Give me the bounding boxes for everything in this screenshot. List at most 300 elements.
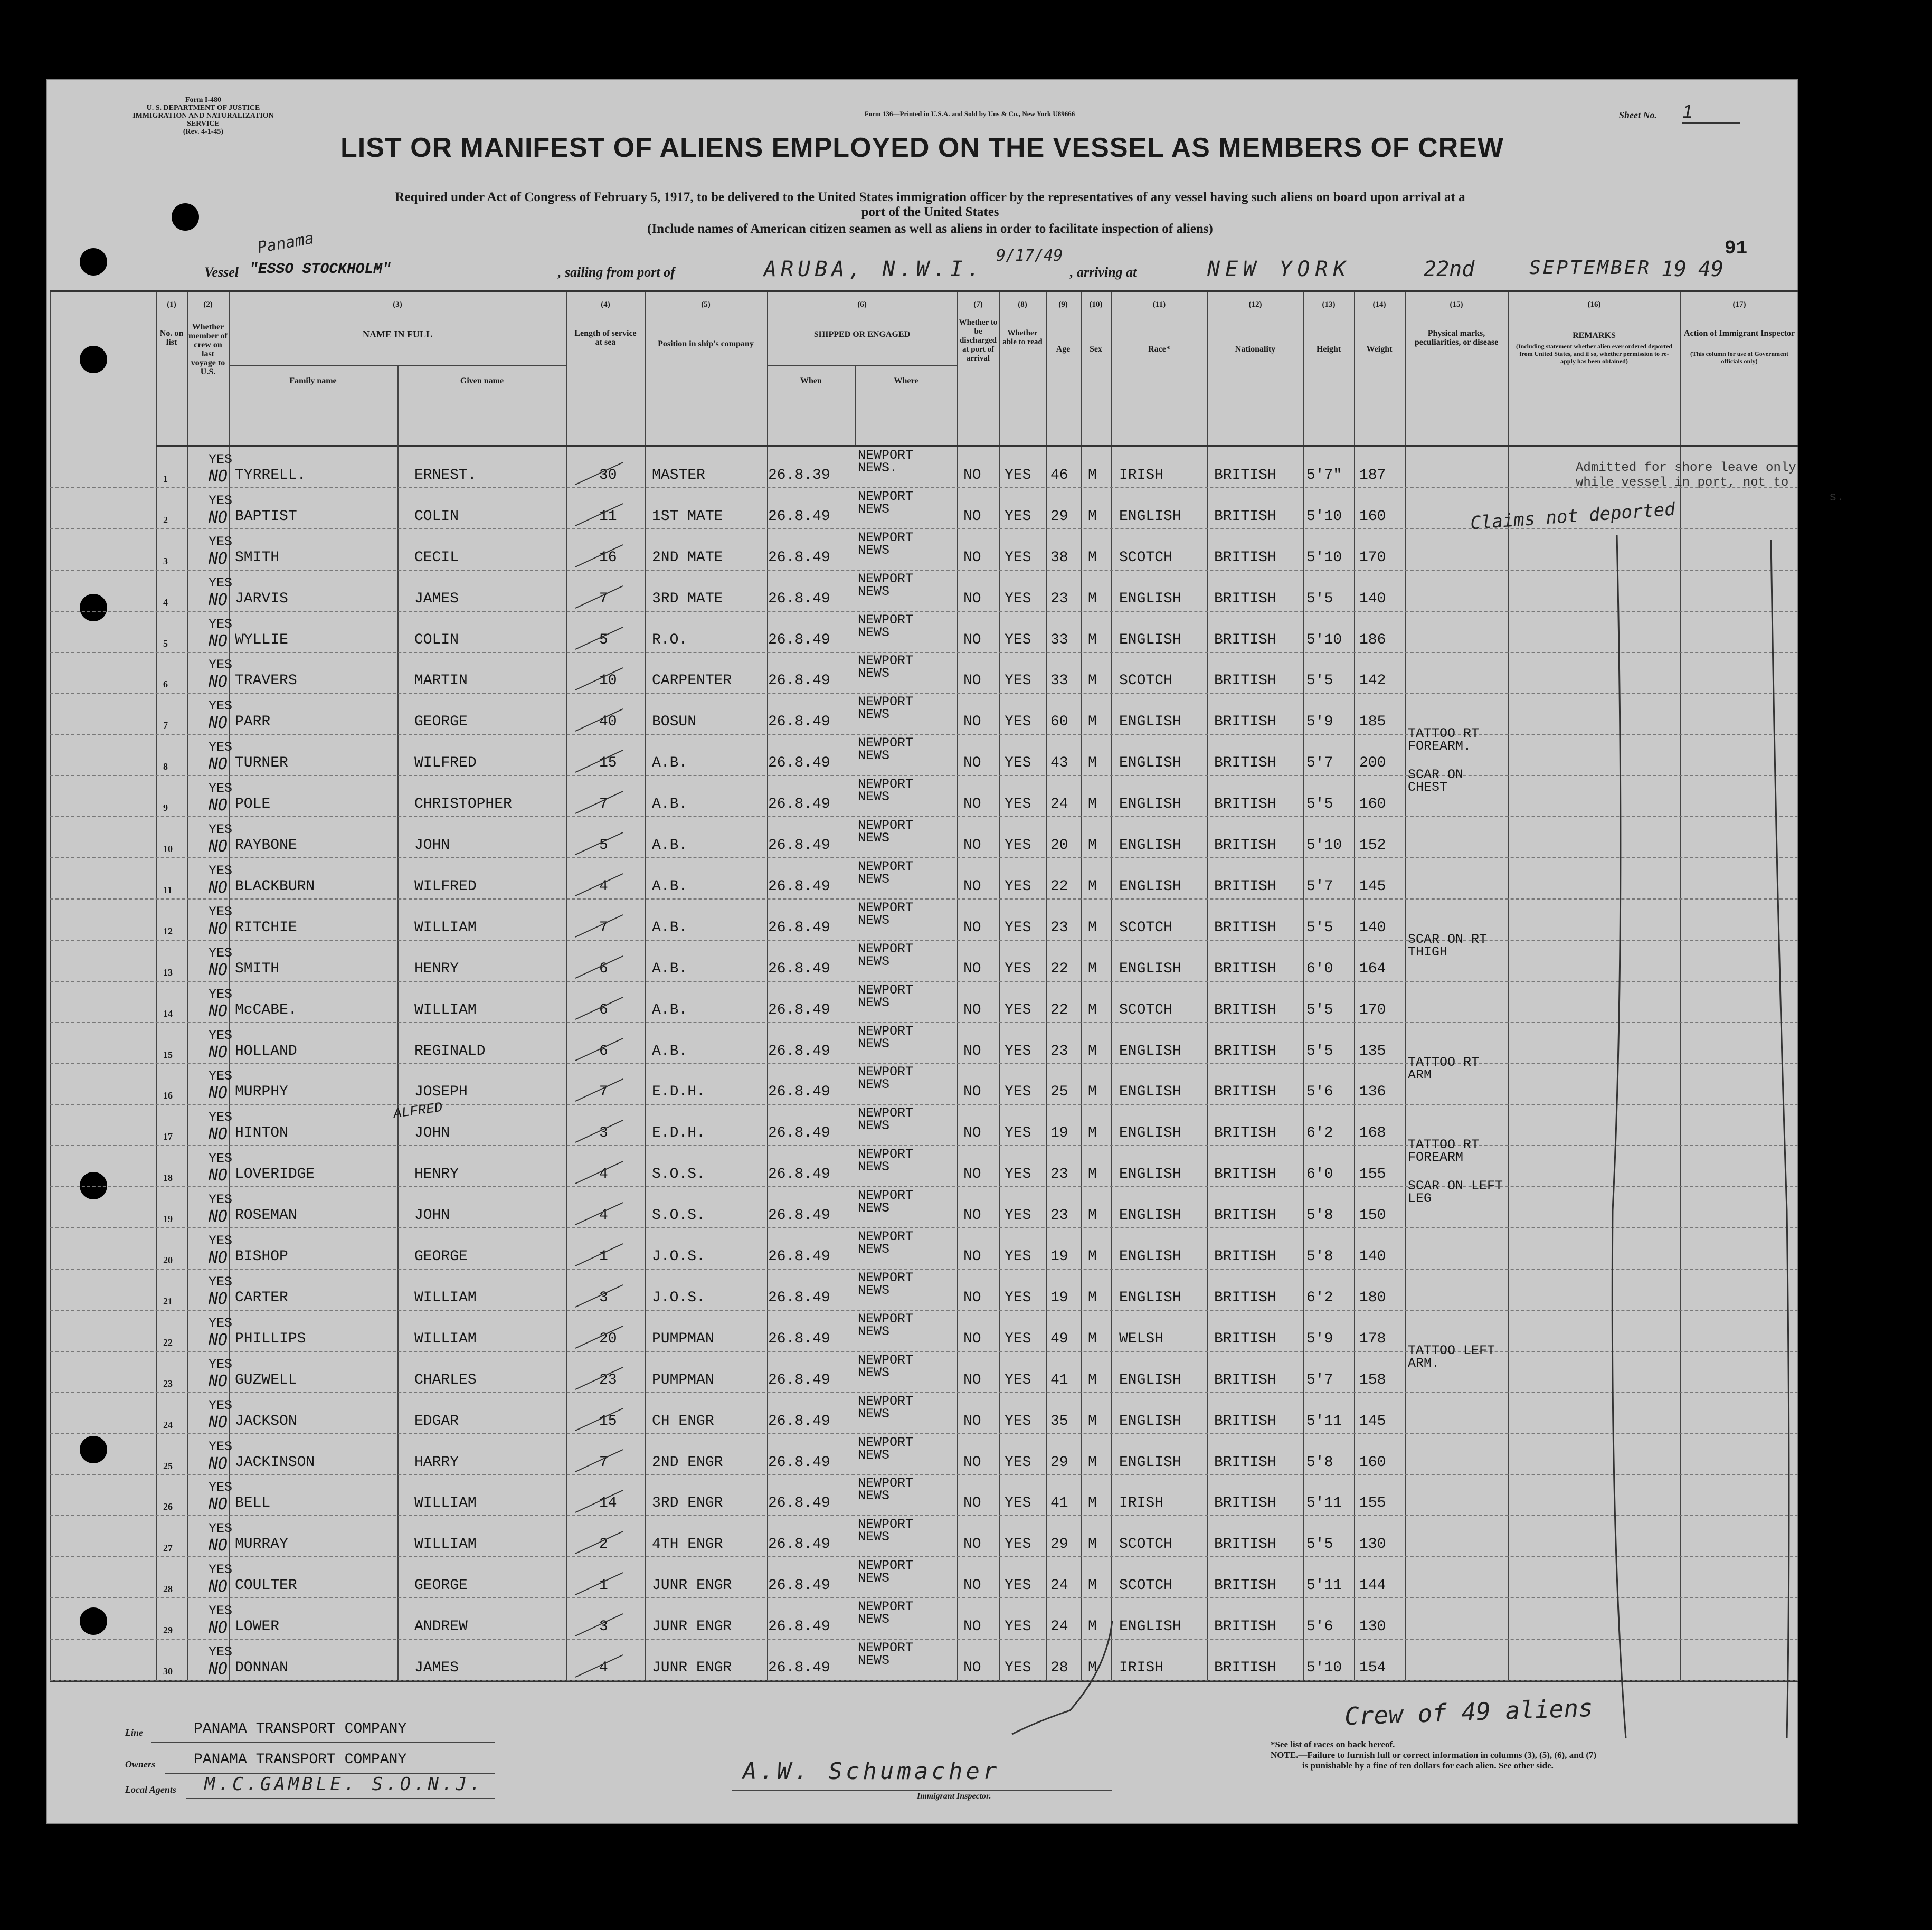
able-to-read: YES — [1005, 1001, 1031, 1018]
given-name: WILFRED — [414, 878, 477, 895]
height: 5'11 — [1306, 1577, 1342, 1594]
height: 5'6 — [1306, 1619, 1333, 1635]
shipped-when: 26.8.49 — [768, 878, 830, 895]
tick-mark — [573, 1527, 626, 1559]
nationality: BRITISH — [1214, 1619, 1276, 1635]
shipped-when: 26.8.49 — [768, 590, 830, 607]
service-years: 4 — [599, 878, 608, 895]
weight: 142 — [1359, 673, 1386, 689]
last-voyage-no: NO — [209, 1248, 228, 1267]
row-number: 2 — [163, 514, 168, 525]
last-voyage-yes: YES — [209, 1562, 233, 1578]
race: ENGLISH — [1119, 878, 1181, 895]
family-name: LOVERIDGE — [235, 1166, 315, 1183]
position: PUMPMAN — [652, 1371, 714, 1388]
col-num: (2) — [203, 300, 213, 309]
form-number: Form I-480 — [185, 96, 222, 104]
race: ENGLISH — [1119, 1043, 1181, 1059]
last-voyage-no: NO — [209, 837, 228, 856]
able-to-read: YES — [1005, 1660, 1031, 1676]
nationality: BRITISH — [1214, 673, 1276, 689]
last-voyage-no: NO — [209, 1166, 228, 1185]
weight: 150 — [1359, 1207, 1386, 1224]
sex: M — [1088, 1330, 1097, 1347]
family-name: GUZWELL — [235, 1371, 297, 1388]
shipped-where: NEWPORT NEWS — [858, 1229, 914, 1257]
discharged: NO — [963, 1207, 981, 1224]
position: 1ST MATE — [652, 508, 723, 525]
race: ENGLISH — [1119, 1619, 1181, 1635]
penalty-note: NOTE.—Failure to furnish full or correct information in columns (3), (5), (6), and (7) — [1271, 1750, 1597, 1760]
intro-note: (Include names of American citizen seamen as well as aliens in order to facilitate inspection of aliens) — [647, 222, 1213, 236]
stamp-line: s. — [1829, 490, 1844, 505]
last-voyage-yes: YES — [209, 1480, 233, 1496]
age: 29 — [1050, 508, 1068, 525]
row-number: 27 — [163, 1543, 173, 1554]
crew-count-note: Crew of 49 aliens — [1344, 1693, 1594, 1731]
nationality: BRITISH — [1214, 1371, 1276, 1388]
shipped-when: 26.8.49 — [768, 1577, 830, 1594]
tick-mark — [573, 1363, 626, 1395]
discharged: NO — [963, 631, 981, 648]
tick-mark — [573, 705, 626, 736]
position: A.B. — [652, 919, 688, 936]
tick-mark — [573, 1281, 626, 1312]
col-header-family: Family name — [289, 376, 337, 385]
column-rule — [187, 292, 188, 1680]
last-voyage-no: NO — [209, 508, 228, 527]
shipped-when: 26.8.49 — [768, 1619, 830, 1635]
row-number: 23 — [163, 1378, 173, 1389]
height: 5'10 — [1306, 631, 1342, 648]
line-rule — [151, 1742, 495, 1743]
column-rule — [767, 292, 768, 1680]
race: SCOTCH — [1119, 673, 1172, 689]
row-number: 25 — [163, 1460, 173, 1471]
column-rule — [1354, 292, 1355, 1680]
physical-marks: SCAR ON RT THIGH — [1408, 931, 1488, 960]
age: 24 — [1050, 1619, 1068, 1635]
able-to-read: YES — [1005, 1619, 1031, 1635]
sex: M — [1088, 1084, 1097, 1101]
discharged: NO — [963, 1454, 981, 1471]
punch-hole — [80, 248, 107, 276]
row-number: 12 — [163, 925, 173, 936]
row-number: 29 — [163, 1625, 173, 1636]
discharged: NO — [963, 960, 981, 977]
position: MASTER — [652, 467, 705, 484]
height: 5'5 — [1306, 919, 1333, 936]
race: SCOTCH — [1119, 1001, 1172, 1018]
service-years: 40 — [599, 714, 617, 731]
col-header-race: Race* — [1148, 345, 1170, 354]
row-number: 5 — [163, 638, 168, 649]
col-num: (10) — [1089, 300, 1103, 309]
last-voyage-no: NO — [209, 631, 228, 650]
line-label: Line — [125, 1727, 143, 1738]
vessel-name: "ESSO STOCKHOLM" — [249, 261, 391, 278]
tick-mark — [573, 458, 626, 490]
able-to-read: YES — [1005, 673, 1031, 689]
family-name: SMITH — [235, 549, 280, 566]
height: 6'2 — [1306, 1125, 1333, 1142]
age: 60 — [1050, 714, 1068, 731]
able-to-read: YES — [1005, 1125, 1031, 1142]
race: SCOTCH — [1119, 919, 1172, 936]
given-name: JAMES — [414, 590, 459, 607]
tick-mark — [573, 1445, 626, 1477]
given-name: WILLIAM — [414, 1536, 477, 1553]
col-header-nationality: Nationality — [1235, 345, 1276, 354]
sex: M — [1088, 1454, 1097, 1471]
tick-mark — [573, 1651, 626, 1682]
col-header-age: Age — [1056, 345, 1071, 354]
height: 6'0 — [1306, 1166, 1333, 1183]
sex: M — [1088, 796, 1097, 813]
shipped-when: 26.8.49 — [768, 508, 830, 525]
row-number: 30 — [163, 1666, 173, 1677]
sex: M — [1088, 590, 1097, 607]
race: ENGLISH — [1119, 1289, 1181, 1306]
sex: M — [1088, 508, 1097, 525]
column-rule — [1303, 292, 1304, 1680]
nationality: BRITISH — [1214, 1084, 1276, 1101]
nationality: BRITISH — [1214, 837, 1276, 854]
nationality: BRITISH — [1214, 508, 1276, 525]
age: 38 — [1050, 549, 1068, 566]
sex: M — [1088, 1536, 1097, 1553]
agents-label: Local Agents — [125, 1784, 176, 1795]
age: 23 — [1050, 919, 1068, 936]
race: ENGLISH — [1119, 1166, 1181, 1183]
last-voyage-no: NO — [209, 1330, 228, 1349]
column-rule — [999, 292, 1000, 1680]
family-name: MURRAY — [235, 1536, 288, 1553]
race: ENGLISH — [1119, 590, 1181, 607]
position: A.B. — [652, 796, 688, 813]
able-to-read: YES — [1005, 1043, 1031, 1059]
last-voyage-no: NO — [209, 755, 228, 774]
service-years: 7 — [599, 1454, 608, 1471]
discharged: NO — [963, 919, 981, 936]
position: 2ND MATE — [652, 549, 723, 566]
sex: M — [1088, 1660, 1097, 1676]
given-name: HENRY — [414, 960, 459, 977]
column-rule — [645, 292, 646, 1680]
sex: M — [1088, 1125, 1097, 1142]
page-number: 91 — [1725, 238, 1748, 259]
arrival-day: 22nd — [1424, 257, 1475, 281]
race: ENGLISH — [1119, 837, 1181, 854]
family-name: BELL — [235, 1495, 271, 1512]
discharged: NO — [963, 1248, 981, 1265]
row-number: 20 — [163, 1255, 173, 1265]
race: WELSH — [1119, 1330, 1164, 1347]
tick-mark — [573, 623, 626, 655]
col-num: (11) — [1152, 300, 1166, 309]
agents-rule — [186, 1798, 495, 1799]
height: 5'5 — [1306, 590, 1333, 607]
shipped-when: 26.8.49 — [768, 960, 830, 977]
shipped-when: 26.8.49 — [768, 755, 830, 772]
sex: M — [1088, 1001, 1097, 1018]
position: 4TH ENGR — [652, 1536, 723, 1553]
given-name: JOHN — [414, 1125, 450, 1142]
physical-marks: TATTOO RT FOREARM. — [1408, 726, 1480, 754]
able-to-read: YES — [1005, 549, 1031, 566]
tick-mark — [573, 499, 626, 531]
row-number: 1 — [163, 473, 168, 484]
row-number: 11 — [163, 884, 173, 895]
service-years: 3 — [599, 1619, 608, 1635]
age: 24 — [1050, 1577, 1068, 1594]
family-name: McCABE. — [235, 1001, 297, 1018]
inspector-signature: A.W. Schumacher — [743, 1758, 1000, 1785]
arrival-port: NEW YORK — [1207, 257, 1351, 281]
height: 5'5 — [1306, 1001, 1333, 1018]
able-to-read: YES — [1005, 1495, 1031, 1512]
height: 5'6 — [1306, 1084, 1333, 1101]
last-voyage-no: NO — [209, 714, 228, 733]
nationality: BRITISH — [1214, 1166, 1276, 1183]
discharged: NO — [963, 1125, 981, 1142]
last-voyage-no: NO — [209, 1454, 228, 1473]
service-years: 15 — [599, 1413, 617, 1430]
row-number: 26 — [163, 1501, 173, 1512]
col-num: (8) — [1018, 300, 1027, 309]
last-voyage-yes: YES — [209, 781, 233, 797]
age: 41 — [1050, 1371, 1068, 1388]
column-rule — [1405, 292, 1406, 1680]
position: S.O.S. — [652, 1166, 705, 1183]
height: 5'10 — [1306, 508, 1342, 525]
nationality: BRITISH — [1214, 919, 1276, 936]
shipped-when: 26.8.49 — [768, 673, 830, 689]
height: 5'5 — [1306, 796, 1333, 813]
physical-marks: TATTOO RT ARM — [1408, 1055, 1480, 1083]
nationality: BRITISH — [1214, 1001, 1276, 1018]
discharged: NO — [963, 796, 981, 813]
race: ENGLISH — [1119, 796, 1181, 813]
shipped-when: 26.8.49 — [768, 1413, 830, 1430]
discharged: NO — [963, 1577, 981, 1594]
col-num: (13) — [1322, 300, 1336, 309]
stamp-line: Admitted for shore leave only — [1576, 461, 1796, 475]
row-number: 24 — [163, 1419, 173, 1430]
weight: 178 — [1359, 1330, 1386, 1347]
intro-text: Required under Act of Congress of February 5, 1917, to be delivered to the United States immigration officer by the representatives of any vessel having such aliens on board upon arrival at a — [395, 190, 1465, 204]
last-voyage-no: NO — [209, 467, 228, 486]
last-voyage-no: NO — [209, 1660, 228, 1678]
printer-note: Form 136—Printed in U.S.A. and Sold by Uns & Co., New York U89666 — [864, 110, 1075, 118]
row-number: 8 — [163, 761, 168, 772]
last-voyage-yes: YES — [209, 451, 233, 467]
age: 23 — [1050, 1043, 1068, 1059]
age: 33 — [1050, 631, 1068, 648]
footer — [46, 1679, 1798, 1821]
discharged: NO — [963, 673, 981, 689]
last-voyage-yes: YES — [209, 698, 233, 714]
service-years: 7 — [599, 919, 608, 936]
service-years: 6 — [599, 1043, 608, 1059]
last-voyage-no: NO — [209, 1577, 228, 1596]
position: E.D.H. — [652, 1084, 705, 1101]
height: 5'9 — [1306, 1330, 1333, 1347]
height: 5'9 — [1306, 714, 1333, 731]
last-voyage-no: NO — [209, 1413, 228, 1432]
weight: 140 — [1359, 1248, 1386, 1265]
row-number: 14 — [163, 1008, 173, 1019]
family-name: MURPHY — [235, 1084, 288, 1101]
ditto-marks — [1475, 524, 1792, 1754]
discharged: NO — [963, 1413, 981, 1430]
age: 29 — [1050, 1454, 1068, 1471]
race: ENGLISH — [1119, 1248, 1181, 1265]
weight: 160 — [1359, 796, 1386, 813]
col-num: (1) — [167, 300, 176, 309]
discharged: NO — [963, 1495, 981, 1512]
weight: 140 — [1359, 919, 1386, 936]
row-number: 17 — [163, 1131, 173, 1142]
family-name: PARR — [235, 714, 271, 731]
intro-text-2: port of the United States — [861, 205, 999, 219]
weight: 180 — [1359, 1289, 1386, 1306]
able-to-read: YES — [1005, 1454, 1031, 1471]
weight: 185 — [1359, 714, 1386, 731]
last-voyage-yes: YES — [209, 1315, 233, 1331]
race: ENGLISH — [1119, 755, 1181, 772]
nationality: BRITISH — [1214, 1330, 1276, 1347]
service-years: 7 — [599, 796, 608, 813]
nationality: BRITISH — [1214, 590, 1276, 607]
age: 43 — [1050, 755, 1068, 772]
weight: 145 — [1359, 1413, 1386, 1430]
last-voyage-yes: YES — [209, 863, 233, 878]
sex: M — [1088, 1043, 1097, 1059]
able-to-read: YES — [1005, 1248, 1031, 1265]
shipped-where: NEWPORT NEWS — [858, 1475, 914, 1504]
shipped-when: 26.8.49 — [768, 1001, 830, 1018]
height: 5'10 — [1306, 549, 1342, 566]
position: A.B. — [652, 755, 688, 772]
physical-marks: TATTOO RT FOREARM — [1408, 1137, 1480, 1166]
port: ARUBA, N.W.I. — [764, 257, 984, 281]
tick-mark — [573, 787, 626, 819]
shipped-when: 26.8.49 — [768, 1330, 830, 1347]
able-to-read: YES — [1005, 1166, 1031, 1183]
nationality: BRITISH — [1214, 1660, 1276, 1676]
footnote — [1271, 1739, 1693, 1771]
col-header-no: No. on list — [159, 329, 184, 347]
shipped-where: NEWPORT NEWS — [858, 571, 914, 599]
race: ENGLISH — [1119, 508, 1181, 525]
weight: 130 — [1359, 1536, 1386, 1553]
age: 19 — [1050, 1248, 1068, 1265]
age: 28 — [1050, 1660, 1068, 1676]
position: CH ENGR — [652, 1413, 714, 1430]
given-name: WILLIAM — [414, 1001, 477, 1018]
age: 23 — [1050, 1207, 1068, 1224]
given-name: ANDREW — [414, 1619, 468, 1635]
discharged: NO — [963, 878, 981, 895]
service-years: 2 — [599, 1536, 608, 1553]
given-name: WILLIAM — [414, 919, 477, 936]
position: JUNR ENGR — [652, 1660, 732, 1676]
service-years: 4 — [599, 1166, 608, 1183]
last-voyage-no: NO — [209, 549, 228, 568]
nationality: BRITISH — [1214, 1577, 1276, 1594]
age: 19 — [1050, 1125, 1068, 1142]
given-name: GEORGE — [414, 1248, 468, 1265]
family-name: SMITH — [235, 960, 280, 977]
age: 49 — [1050, 1330, 1068, 1347]
shipped-where: NEWPORT NEWS — [858, 1599, 914, 1628]
discharged: NO — [963, 1166, 981, 1183]
row-number: 6 — [163, 679, 168, 690]
height: 5'5 — [1306, 673, 1333, 689]
nationality: BRITISH — [1214, 1413, 1276, 1430]
service-years: 15 — [599, 755, 617, 772]
able-to-read: YES — [1005, 837, 1031, 854]
tick-mark — [573, 828, 626, 860]
tick-mark — [573, 952, 626, 983]
crew-manifest-table — [50, 290, 1844, 1682]
last-voyage-yes: YES — [209, 986, 233, 1002]
race: ENGLISH — [1119, 714, 1181, 731]
tick-mark — [573, 1568, 626, 1600]
nationality: BRITISH — [1214, 1248, 1276, 1265]
tick-mark — [573, 993, 626, 1025]
able-to-read: YES — [1005, 508, 1031, 525]
col-num: (17) — [1732, 300, 1746, 309]
service-years: 23 — [599, 1371, 617, 1388]
last-voyage-no: NO — [209, 1125, 228, 1144]
sex: M — [1088, 878, 1097, 895]
shipped-when: 26.8.49 — [768, 1289, 830, 1306]
shipped-where: NEWPORT NEWS — [858, 1188, 914, 1216]
column-rule — [1207, 292, 1208, 1680]
sex: M — [1088, 467, 1097, 484]
header-rule — [156, 445, 1798, 447]
last-voyage-no: NO — [209, 919, 228, 938]
last-voyage-yes: YES — [209, 904, 233, 920]
nationality: BRITISH — [1214, 755, 1276, 772]
col-num: (16) — [1587, 300, 1601, 309]
shipped-where: NEWPORT NEWS — [858, 1147, 914, 1175]
col-header-when: When — [800, 376, 822, 385]
shipped-when: 26.8.39 — [768, 467, 830, 484]
race: SCOTCH — [1119, 549, 1172, 566]
shipped-where: NEWPORT NEWS — [858, 1517, 914, 1545]
column-rule — [1081, 292, 1082, 1680]
shipped-where: NEWPORT NEWS — [858, 818, 914, 846]
family-name: TRAVERS — [235, 673, 297, 689]
family-name: JACKSON — [235, 1413, 297, 1430]
nationality: BRITISH — [1214, 467, 1276, 484]
stamp-line: while vessel in port, not to — [1576, 476, 1789, 490]
nationality: BRITISH — [1214, 1289, 1276, 1306]
shipped-where: NEWPORT NEWS. — [858, 447, 914, 476]
tick-mark — [573, 664, 626, 695]
last-voyage-no: NO — [209, 796, 228, 815]
race: ENGLISH — [1119, 1084, 1181, 1101]
given-name: MARTIN — [414, 673, 468, 689]
age: 33 — [1050, 673, 1068, 689]
sex: M — [1088, 1413, 1097, 1430]
column-rule — [1111, 292, 1112, 1680]
position: 3RD MATE — [652, 590, 723, 607]
row-number: 3 — [163, 555, 168, 566]
